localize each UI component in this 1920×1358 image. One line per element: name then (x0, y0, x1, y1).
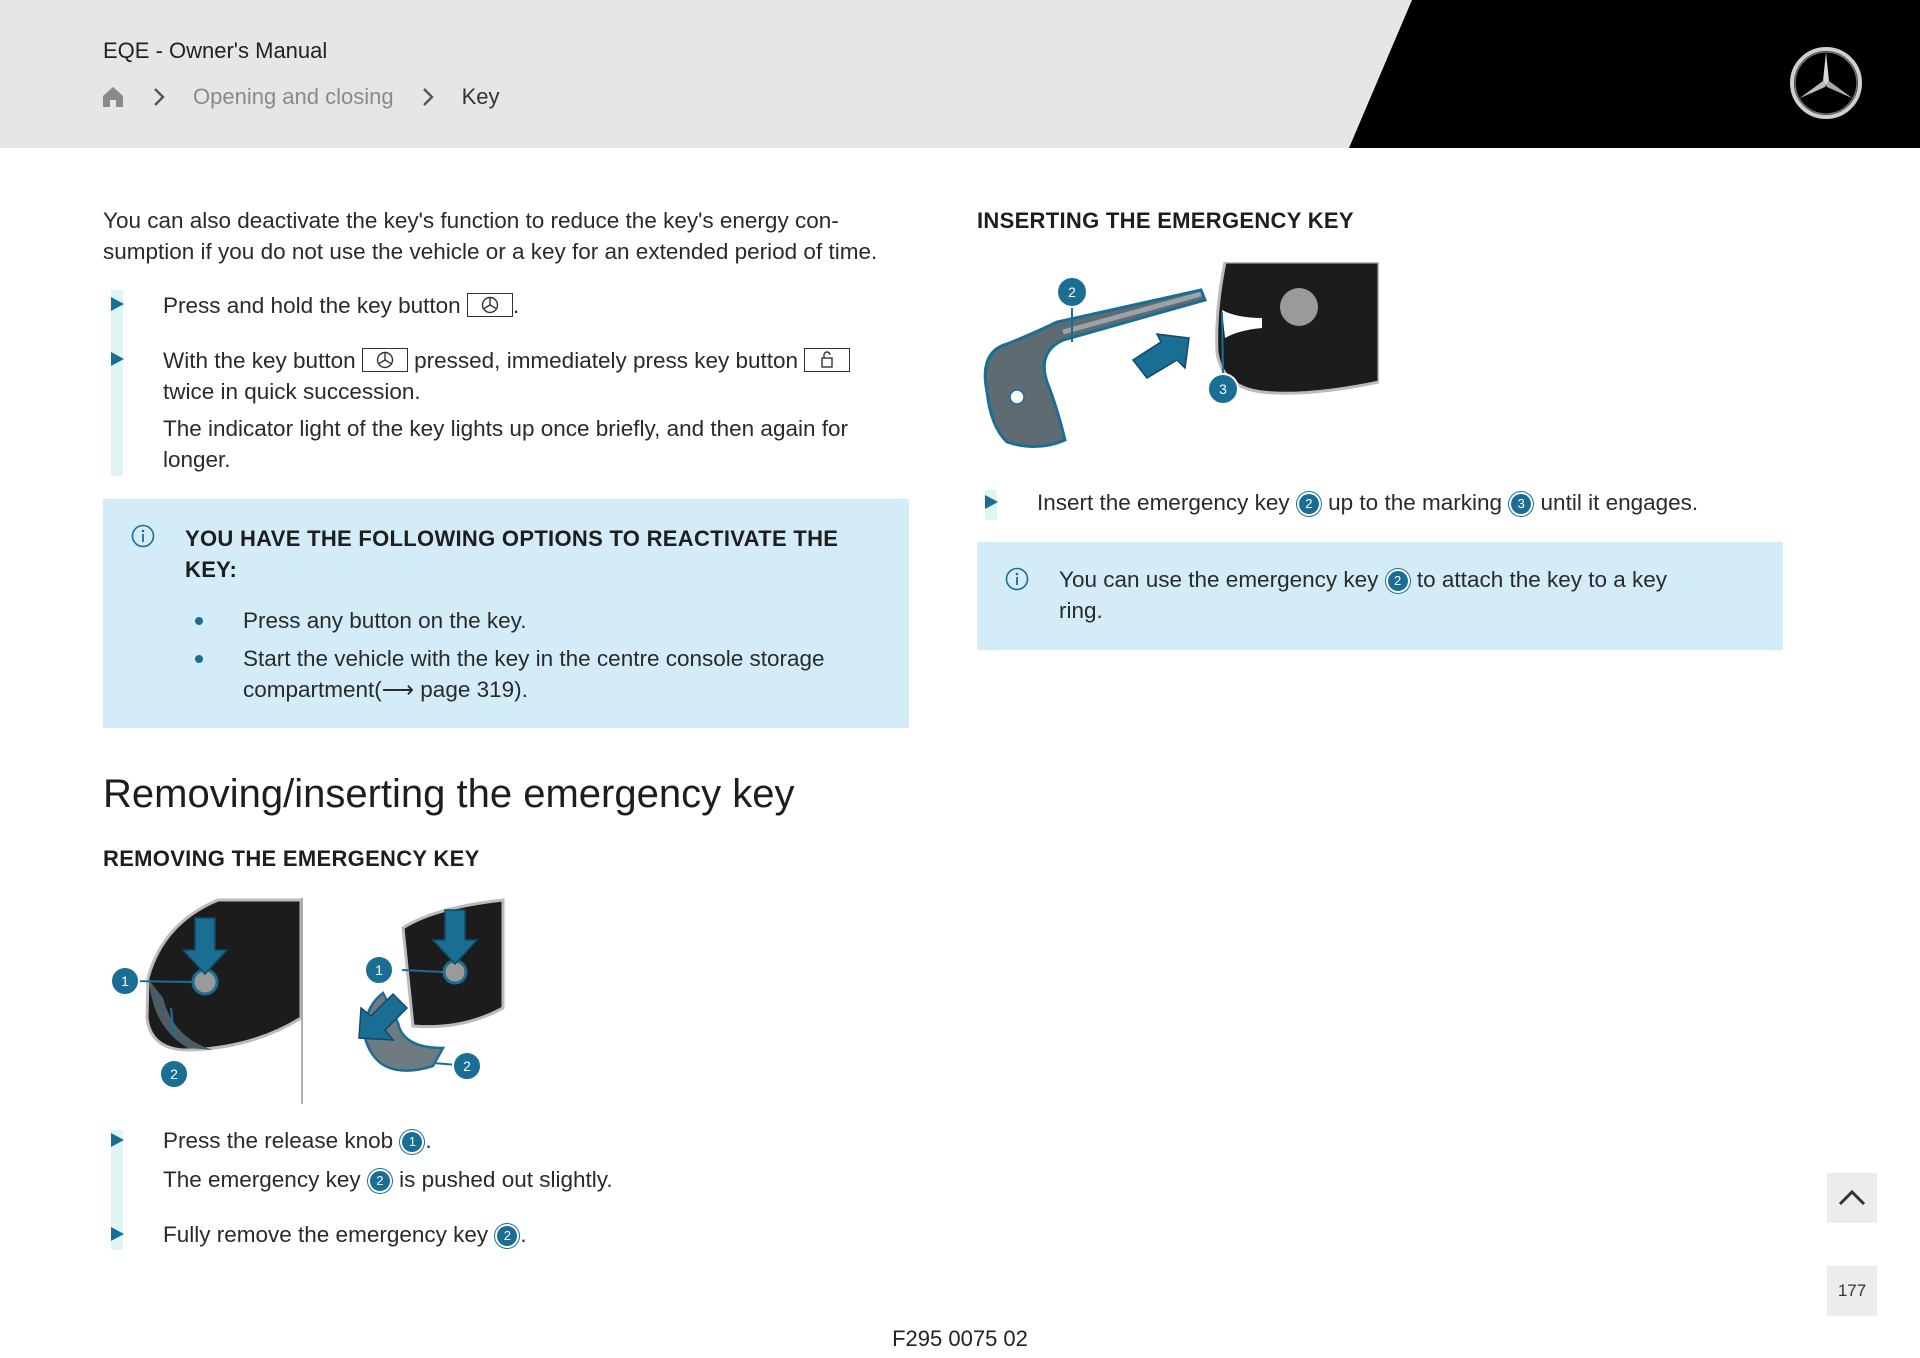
bullet-dot (195, 617, 203, 625)
callout-2: 2 (1388, 571, 1408, 591)
intro-line-2: sumption if you do not use the vehicle or a key for an extended period of time. (103, 239, 878, 264)
breadcrumb (101, 82, 500, 112)
info-bullet-2: Start the vehicle with the key in the centre console storage compartment(⟶ page 319). (243, 643, 883, 705)
scroll-to-top-button[interactable] (1827, 1173, 1877, 1223)
info-box-reactivate (103, 499, 909, 728)
info-title: YOU HAVE THE FOLLOWING OPTIONS TO REACTIVATE THE KEY: (185, 526, 839, 582)
step-arrow-icon (111, 352, 124, 366)
page-number[interactable]: 177 (1827, 1266, 1877, 1316)
svg-text:1: 1 (375, 962, 383, 978)
info-icon (1005, 567, 1029, 591)
step-result-pushed-out: The emergency key 2 is pushed out slightly. (163, 1167, 613, 1192)
section-heading: Removing/inserting the emergency key (103, 772, 795, 816)
intro-line-1: You can also deactivate the key's function to reduce the key's energy con- (103, 208, 839, 233)
key-button-star-icon (467, 293, 513, 317)
callout-2: 2 (1299, 494, 1319, 514)
step-arrow-icon (111, 297, 124, 311)
step-arrow-icon (985, 495, 998, 509)
callout-1 (365, 956, 393, 984)
info-key-ring-text: You can use the emergency key 2 to attach the key to a key ring. (1059, 567, 1668, 623)
chevron-right-icon (151, 86, 167, 108)
svg-text:2: 2 (1068, 284, 1076, 300)
document-title: EQE - Owner's Manual (103, 38, 328, 63)
callout-2 (160, 1060, 188, 1088)
svg-text:2: 2 (170, 1066, 178, 1082)
svg-text:2: 2 (463, 1058, 471, 1074)
step-press-hold: Press and hold the key button . (163, 293, 520, 318)
callout-2 (1057, 277, 1087, 307)
callout-1 (111, 967, 139, 995)
page-header (0, 0, 1920, 148)
lock-icon (804, 348, 850, 372)
step-bar (111, 290, 123, 476)
breadcrumb-section-link[interactable]: Opening and closing (193, 84, 394, 109)
inserting-key-illustration (977, 262, 1379, 462)
chevron-up-icon (1827, 1173, 1877, 1223)
step-insert-emergency-key: Insert the emergency key 2 up to the marking 3 until it engages. (1037, 490, 1699, 515)
header-black-wedge (0, 0, 1920, 148)
info-box-key-ring (977, 542, 1783, 650)
page-reference-link[interactable]: compartment(⟶ page 319). (243, 677, 528, 702)
key-button-star-icon (362, 348, 408, 372)
step-with-key-button: With the key button pressed, immediately press key button twice in quick succession. The indicator light of the key lights up once briefly, and then again for longer. (163, 345, 923, 475)
callout-2 (453, 1052, 481, 1080)
home-icon[interactable] (101, 85, 125, 109)
removing-key-illustration (103, 898, 505, 1104)
chevron-right-icon (420, 86, 436, 108)
step-fully-remove: Fully remove the emergency key 2 . (163, 1222, 527, 1247)
step-arrow-icon (111, 1227, 124, 1241)
figure-code: F295 0075 02 (892, 1326, 1028, 1351)
svg-text:1: 1 (121, 973, 129, 989)
info-icon (131, 524, 155, 548)
intro-paragraph (103, 205, 923, 267)
svg-text:3: 3 (1219, 381, 1227, 397)
callout-3: 3 (1511, 494, 1531, 514)
callout-2: 2 (497, 1226, 517, 1246)
mercedes-star-icon[interactable] (1788, 45, 1864, 121)
callout-3 (1208, 374, 1238, 404)
removing-heading: REMOVING THE EMERGENCY KEY (103, 846, 480, 871)
step-press-release-knob: Press the release knob 1 . (163, 1128, 432, 1153)
callout-1: 1 (402, 1132, 422, 1152)
step-arrow-icon (111, 1133, 124, 1147)
callout-2: 2 (370, 1171, 390, 1191)
bullet-dot (195, 655, 203, 663)
breadcrumb-current: Key (461, 84, 500, 109)
inserting-heading: INSERTING THE EMERGENCY KEY (977, 208, 1354, 233)
info-bullet-1: Press any button on the key. (243, 608, 527, 633)
